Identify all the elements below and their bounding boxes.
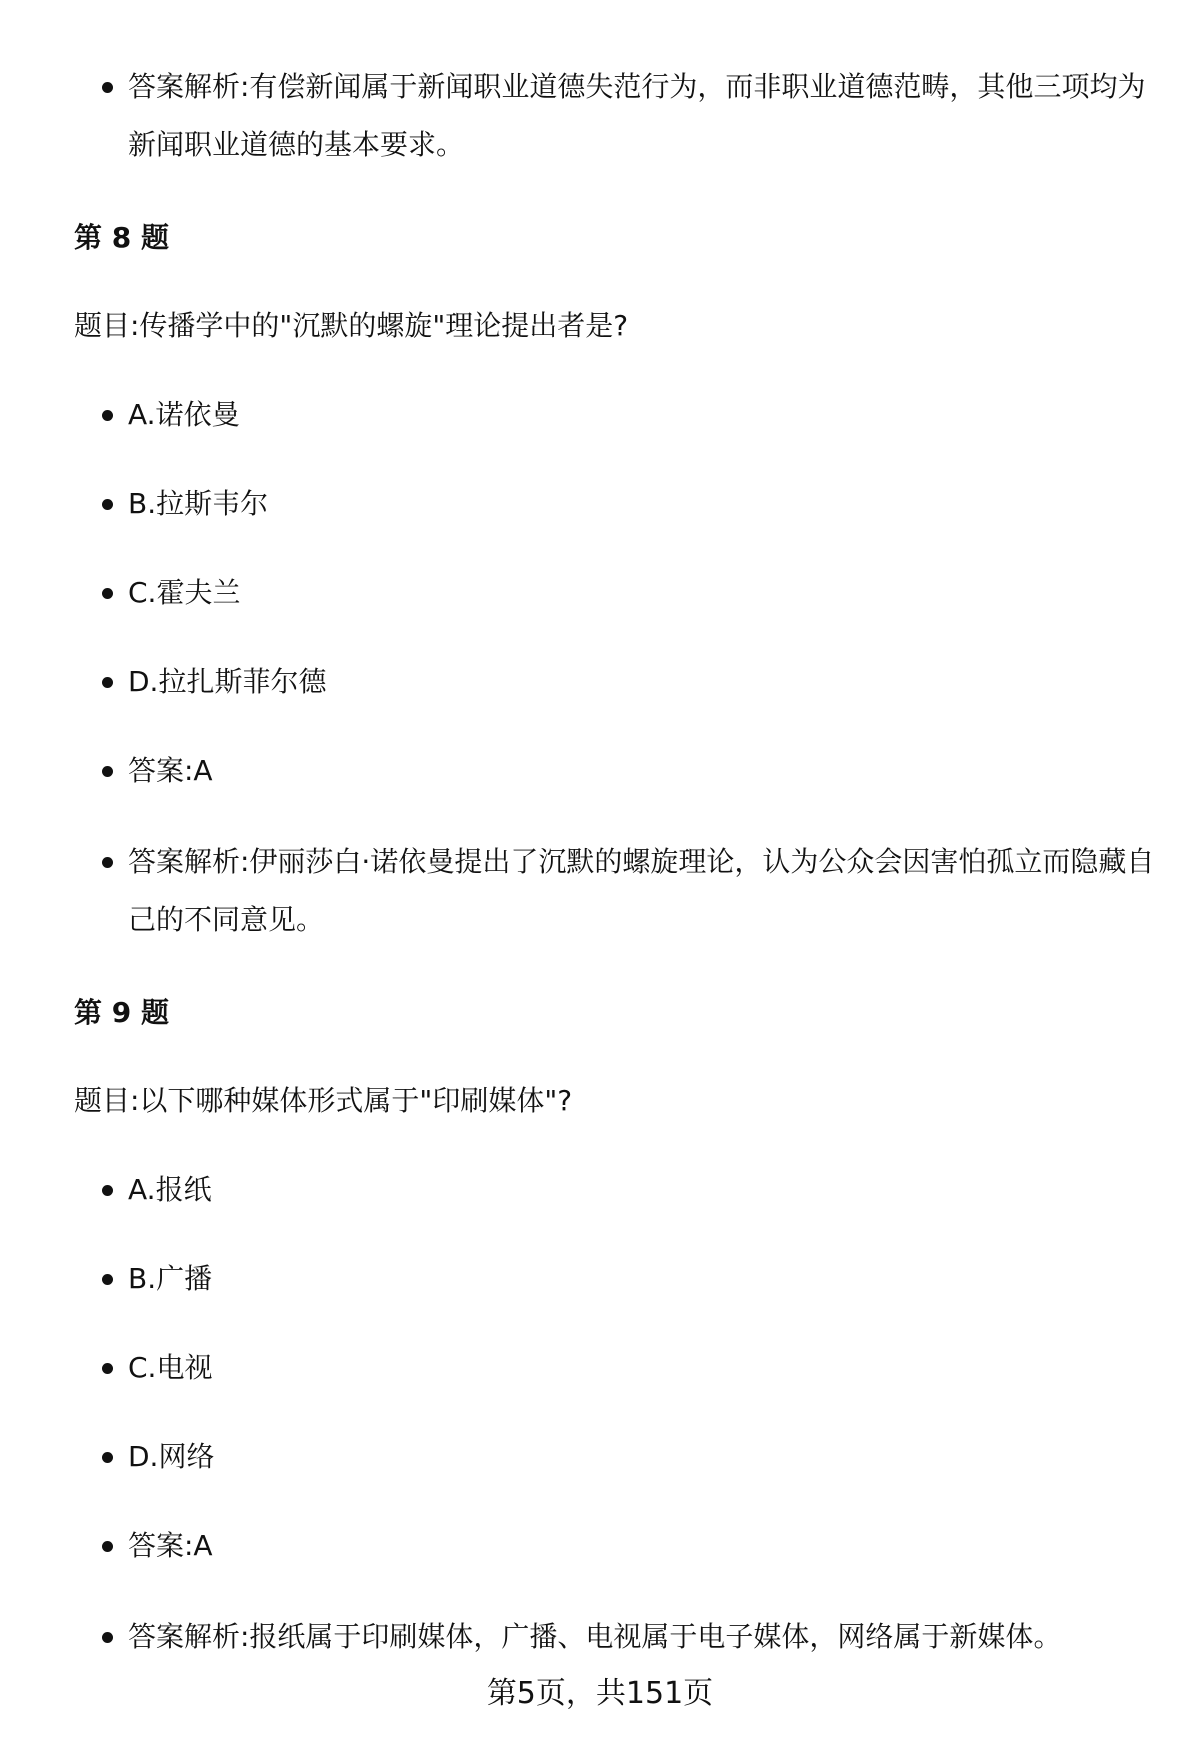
question-9-explanation: 答案解析:报纸属于印刷媒体，广播、电视属于电子媒体，网络属于新媒体。 [128,1608,1158,1666]
question-9-heading: 第 9 题 [74,996,169,1029]
question-8-stem: 题目:传播学中的"沉默的螺旋"理论提出者是? [74,309,629,342]
question-9-option-b: B.广播 [128,1250,1158,1308]
page-indicator: 第5页，共151页 [486,1676,714,1711]
question-8-option-c: C.霍夫兰 [128,564,1158,622]
question-8-heading: 第 8 题 [74,221,169,254]
question-9-stem: 题目:以下哪种媒体形式属于"印刷媒体"? [74,1084,573,1117]
question-8-option-a: A.诺依曼 [128,386,1158,444]
question-9-option-a: A.报纸 [128,1161,1158,1219]
question-9-option-d: D.网络 [128,1428,1158,1486]
question-8-option-b: B.拉斯韦尔 [128,475,1158,533]
question-8-option-d: D.拉扎斯菲尔德 [128,653,1158,711]
question-9-answer: 答案:A [128,1517,1158,1575]
prev-question-explanation: 答案解析:有偿新闻属于新闻职业道德失范行为，而非职业道德范畴，其他三项均为新闻职业道德的基本要求。 [128,58,1158,174]
question-8-explanation: 答案解析:伊丽莎白·诺依曼提出了沉默的螺旋理论，认为公众会因害怕孤立而隐藏自己的不同意见。 [128,833,1158,949]
question-8-answer: 答案:A [128,742,1158,800]
question-9-option-c: C.电视 [128,1339,1158,1397]
